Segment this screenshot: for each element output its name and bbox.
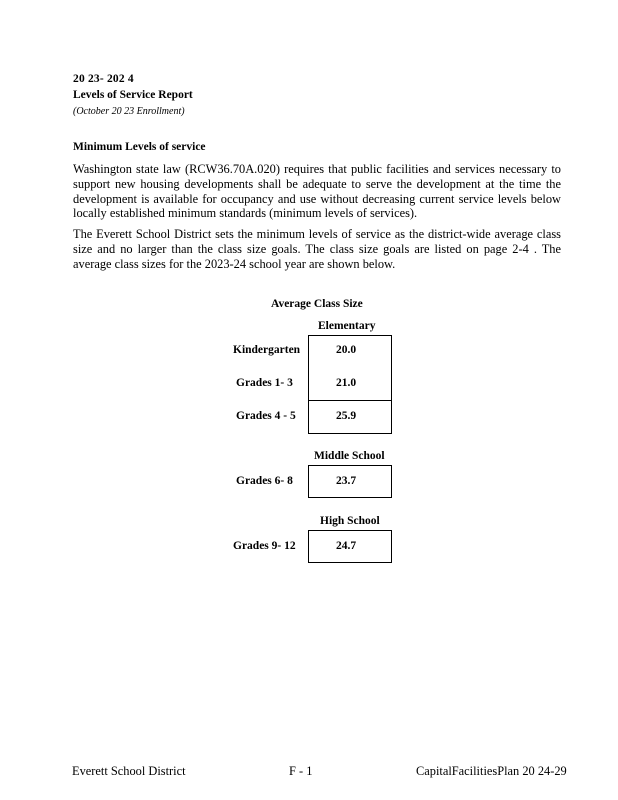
table-title: Average Class Size: [271, 298, 363, 310]
value-grades-1-3: 21.0: [335, 377, 357, 389]
report-subtitle: (October 20 23 Enrollment): [73, 106, 185, 117]
footer-district: Everett School District: [72, 764, 186, 778]
report-year: 20 23- 202 4: [73, 73, 134, 85]
group-label-elementary: Elementary: [318, 320, 376, 332]
section-heading: Minimum Levels of service: [73, 141, 206, 153]
value-grades-6-8: 23.7: [335, 475, 357, 487]
row-label-grades-6-8: Grades 6- 8: [236, 475, 293, 487]
row-label-kindergarten: Kindergarten: [233, 344, 301, 356]
row-label-grades-1-3: Grades 1- 3: [236, 377, 293, 389]
value-grades-9-12: 24.7: [335, 540, 357, 552]
paragraph-district-standard: The Everett School District sets the minimum levels of service as the district-wide average class size and no larger than the class size goals. The class size goals are listed on page 2-4 . The average class sizes for the 2023-24 school year are shown below.: [73, 227, 561, 271]
paragraph-state-law: Washington state law (RCW36.70A.020) requires that public facilities and services necessary to support new housing developments shall be adequate to serve the development at the time the development is available for occupancy and use without decreasing current service levels below locally established minimum standards (minimum levels of services).: [73, 162, 561, 221]
value-grades-4-5: 25.9: [335, 410, 357, 422]
report-title: Levels of Service Report: [73, 89, 193, 101]
footer-page-number: F - 1: [289, 764, 313, 778]
row-label-grades-9-12: Grades 9- 12: [233, 540, 296, 552]
value-kindergarten: 20.0: [335, 344, 357, 356]
group-label-high-school: High School: [320, 515, 380, 527]
row-label-grades-4-5: Grades 4 - 5: [236, 410, 296, 422]
group-label-middle-school: Middle School: [314, 450, 385, 462]
footer-plan-title: CapitalFacilitiesPlan 20 24-29: [416, 764, 567, 778]
elementary-divider: [308, 400, 392, 401]
